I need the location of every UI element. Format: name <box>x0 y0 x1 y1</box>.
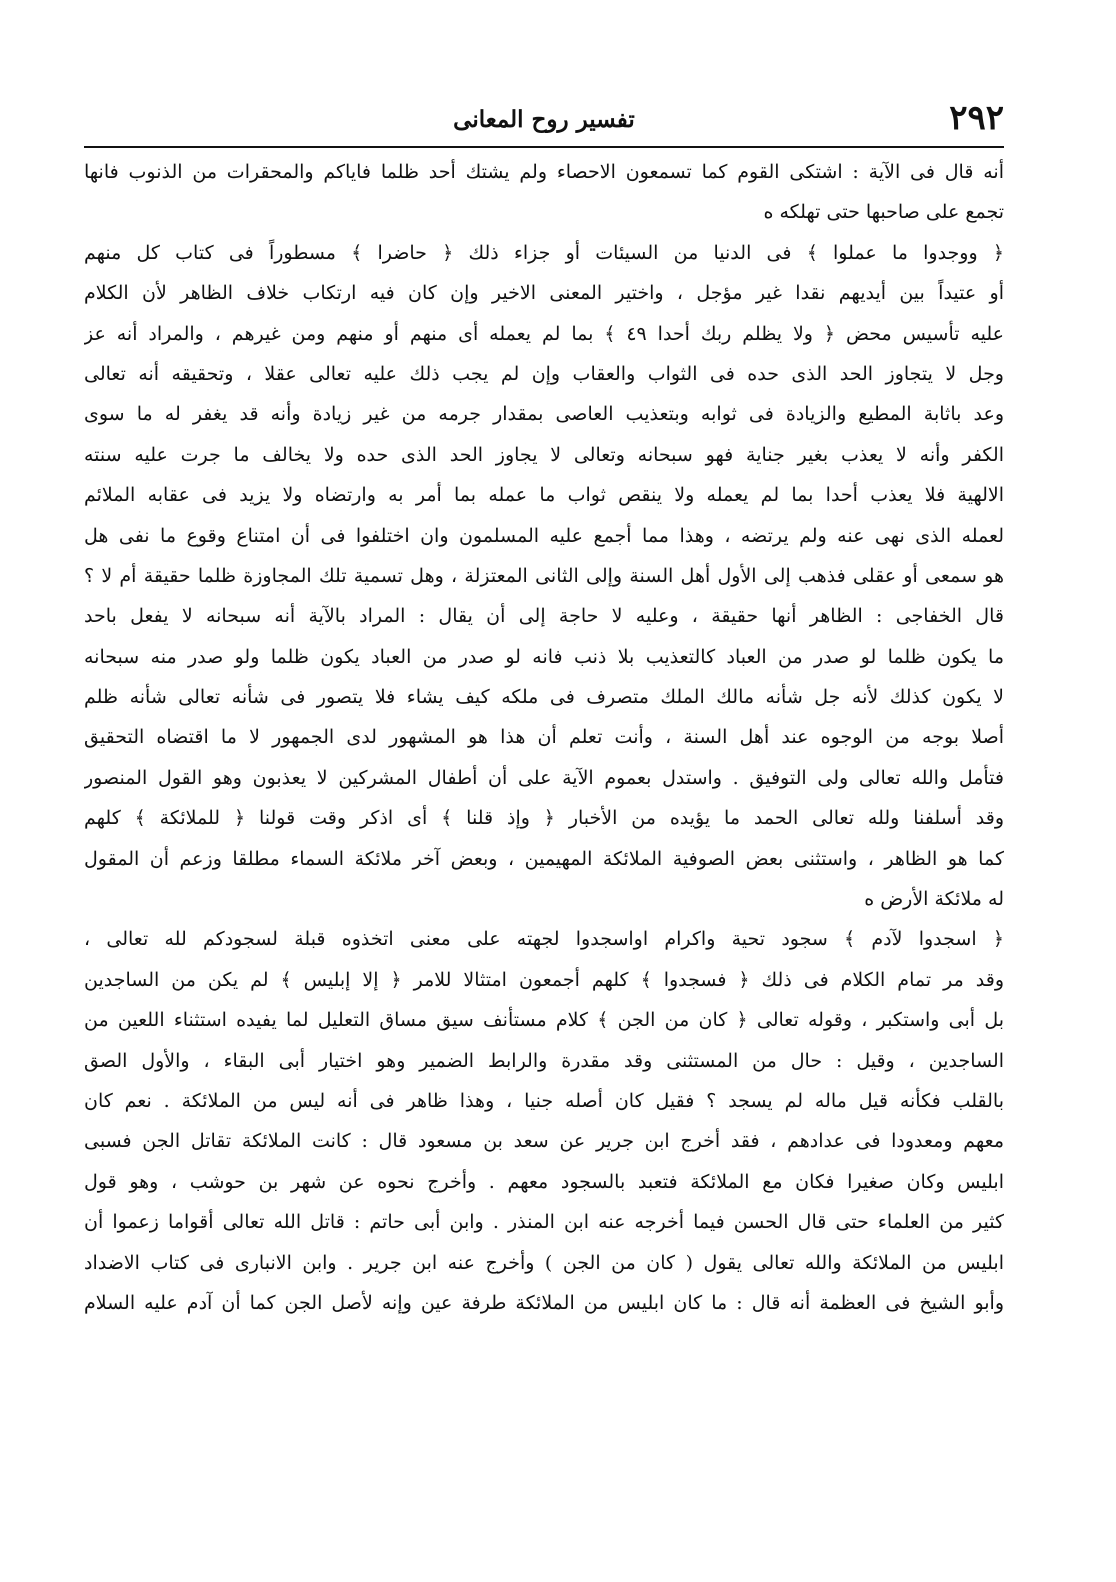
text-line: له ملائكة الأرض ه <box>864 888 1004 911</box>
text-line: لا يكون كذلك لأنه جل شأنه مالك الملك متصرف فى ملكه كيف يشاء فلا يتصور فى شأنه تعالى شأنه ظلم <box>84 686 1004 709</box>
text-line: أو عتيداً بين أيديهم نقدا غير مؤجل ، واختير المعنى الاخير وإن كان فيه ارتكاب خلاف الظاهر لأن الكلام <box>84 282 1004 305</box>
text-line: ﴿ ووجدوا ما عملوا ﴾ فى الدنيا من السيئات أو جزاء ذلك ﴿ حاضرا ﴾ مسطوراً فى كتاب كل منهم <box>84 241 1004 264</box>
page-number: ٢٩٢ <box>949 98 1004 138</box>
body-text <box>84 152 1004 1323</box>
text-line: قال الخفاجى : الظاهر أنها حقيقة ، وعليه لا حاجة إلى أن يقال : المراد بالآية أنه سبحانه لا يفعل باحد <box>84 605 1004 628</box>
text-line: فتأمل والله تعالى ولى التوفيق . واستدل بعموم الآية على أن أطفال المشركين لا يعذبون وهو القول المنصور <box>84 766 1004 789</box>
text-line: كثير من العلماء حتى قال الحسن فيما أخرجه عنه ابن المنذر . وابن أبى حاتم : قاتل الله تعالى أقواما زعموا أن <box>84 1211 1004 1234</box>
page-header <box>84 96 1004 148</box>
text-line: ابليس وكان صغيرا فكان مع الملائكة فتعبد بالسجود معهم . وأخرج نحوه عن شهر بن حوشب ، وهو قول <box>84 1170 1004 1193</box>
text-line: أصلا بوجه من الوجوه عند أهل السنة ، وأنت تعلم أن هذا هو المشهور لدى الجمهور لا ما اقتضاه التحقيق <box>84 726 1004 749</box>
text-line: الالهية فلا يعذب أحدا بما لم يعمله ولا ينقص ثواب ما عمله بما أمر به وارتضاه ولا يزيد فى عقابه الملائم <box>84 484 1004 507</box>
text-line: كما هو الظاهر ، واستثنى بعض الصوفية الملائكة المهيمين ، وبعض آخر ملائكة السماء مطلقا وزعم أن المقول <box>84 847 1004 870</box>
text-line: تجمع على صاحبها حتى تهلكه ه <box>763 201 1004 224</box>
text-line: وقد أسلفنا ولله تعالى الحمد ما يؤيده من الأخبار ﴿ وإذ قلنا ﴾ أى اذكر وقت قولنا ﴿ للملائكة ﴾ كلهم <box>84 807 1004 830</box>
text-line: عليه تأسيس محض ﴿ ولا يظلم ربك أحدا ٤٩ ﴾ بما لم يعمله أى منهم أو منهم ومن غيرهم ، والمراد أنه عز <box>84 322 1004 345</box>
book-page <box>84 96 1004 1506</box>
text-line: ما يكون ظلما لو صدر من العباد كالتعذيب بلا ذنب فانه لو صدر من العباد يكون ظلما ولو صدر منه سبحانه <box>84 645 1004 668</box>
text-line: بل أبى واستكبر ، وقوله تعالى ﴿ كان من الجن ﴾ كلام مستأنف سيق مساق التعليل لما يفيده استثناء اللعين من <box>84 1009 1004 1032</box>
text-line: الساجدين ، وقيل : حال من المستثنى وقد مقدرة والرابط الضمير وهو اختيار أبى البقاء ، والأول الصق <box>84 1049 1004 1072</box>
text-line: معهم ومعدودا فى عدادهم ، فقد أخرج ابن جرير عن سعد بن مسعود قال : كانت الملائكة تقاتل الجن فسبى <box>84 1130 1004 1153</box>
text-line: الكفر وأنه لا يعذب بغير جناية فهو سبحانه وتعالى لا يجاوز الحد الذى حده ولا يخالف ما جرت عليه سنته <box>84 443 1004 466</box>
text-line: بالقلب فكأنه قيل ماله لم يسجد ؟ فقيل كان أصله جنيا ، وهذا ظاهر فى أنه ليس من الملائكة . نعم كان <box>84 1089 1004 1112</box>
text-line: ابليس من الملائكة والله تعالى يقول ( كان من الجن ) وأخرج عنه ابن جرير . وابن الانبارى فى كتاب الاضداد <box>84 1251 1004 1274</box>
text-line: هو سمعى أو عقلى فذهب إلى الأول أهل السنة وإلى الثانى المعتزلة ، وهل تسمية تلك المجاوزة ظلما حقيقة أم لا ؟ <box>84 564 1004 587</box>
text-line: لعمله الذى نهى عنه ولم يرتضه ، وهذا مما أجمع عليه المسلمون وان اختلفوا فى أن امتناع وقوع ما نفى هل <box>84 524 1004 547</box>
text-line: أنه قال فى الآية : اشتكى القوم كما تسمعون الاحصاء ولم يشتك أحد ظلما فاياكم والمحقرات من الذنوب فانها <box>84 161 1004 183</box>
text-line: وجل لا يتجاوز الحد الذى حده فى الثواب والعقاب وإن لم يجب ذلك عليه تعالى عقلا ، وتحقيقه أنه تعالى <box>84 362 1004 385</box>
text-line: وعد باثابة المطيع والزيادة فى ثوابه وبتعذيب العاصى بمقدار جرمه من غير زيادة وأنه قد يغفر له ما سوى <box>84 403 1004 426</box>
text-line: وأبو الشيخ فى العظمة أنه قال : ما كان ابليس من الملائكة طرفة عين وإنه لأصل الجن كما أن آدم عليه السلام <box>84 1291 1004 1314</box>
text-line: ﴿ اسجدوا لآدم ﴾ سجود تحية واكرام اواسجدوا لجهته على معنى اتخذوه قبلة لسجودكم لله تعالى ، <box>84 928 1004 951</box>
text-line: وقد مر تمام الكلام فى ذلك ﴿ فسجدوا ﴾ كلهم أجمعون امتثالا للامر ﴿ إلا إبليس ﴾ لم يكن من الساجدين <box>84 968 1004 991</box>
running-title: تفسير روح المعانى <box>453 106 635 133</box>
